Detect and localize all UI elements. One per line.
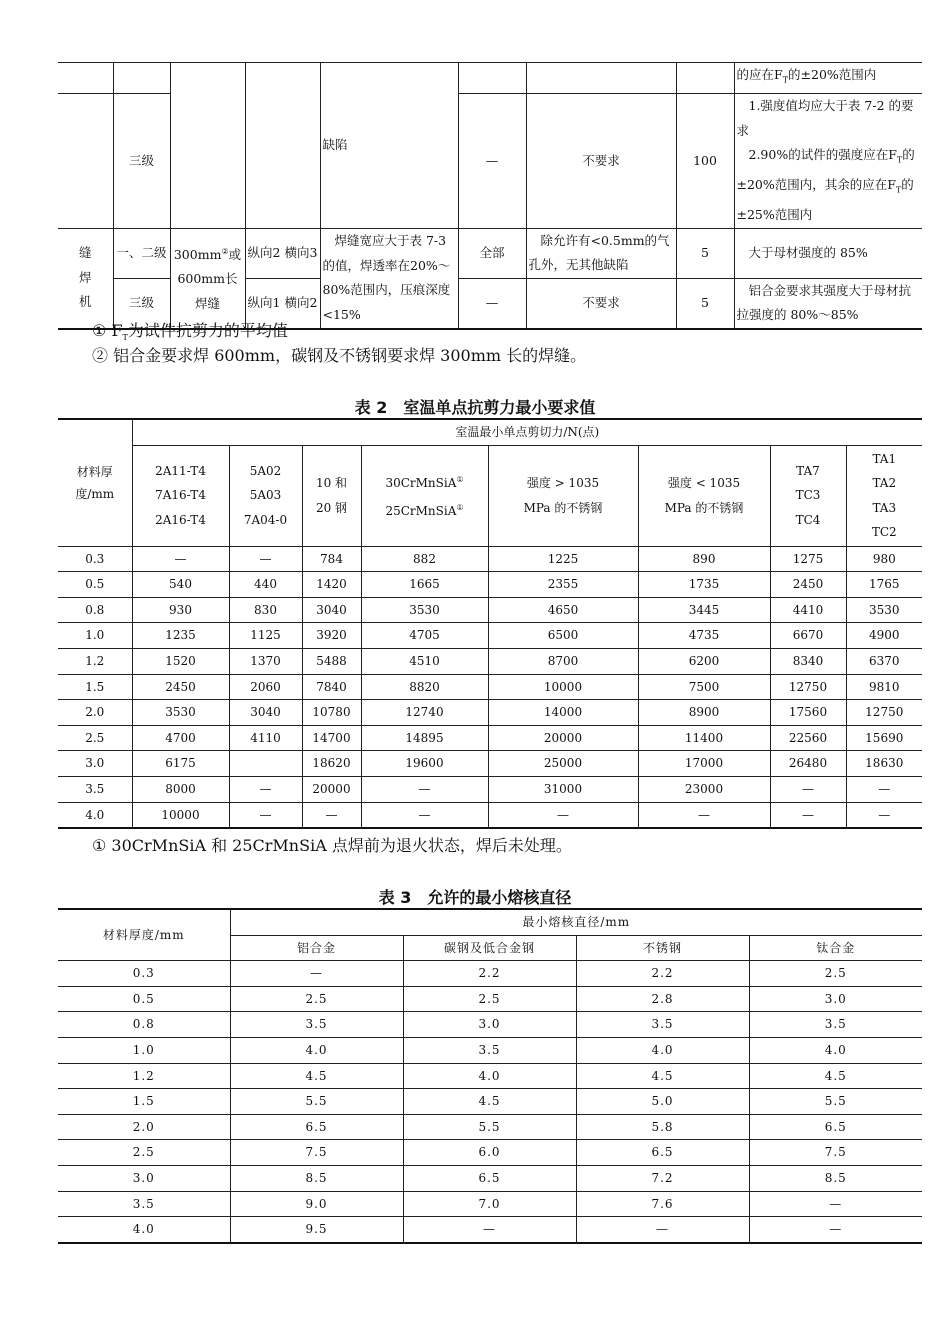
thickness-cell: 0.8 bbox=[58, 1012, 230, 1038]
value-cell: 4.5 bbox=[230, 1063, 403, 1089]
table-row bbox=[58, 725, 922, 751]
value-cell: — bbox=[361, 802, 488, 828]
column-header: 铝合金 bbox=[230, 935, 403, 961]
thickness-cell: 0.3 bbox=[58, 961, 230, 987]
table-row bbox=[58, 1063, 922, 1089]
value-cell: 5.5 bbox=[403, 1114, 576, 1140]
value-cell: 4110 bbox=[229, 725, 302, 751]
value-cell: 3920 bbox=[302, 623, 361, 649]
value-cell: 18620 bbox=[302, 751, 361, 777]
value-cell: 890 bbox=[638, 546, 770, 572]
value-cell: 6500 bbox=[488, 623, 638, 649]
value-cell: 17000 bbox=[638, 751, 770, 777]
value-cell: 4.0 bbox=[749, 1037, 922, 1063]
value-cell: 10000 bbox=[488, 674, 638, 700]
table-row bbox=[58, 1114, 922, 1140]
value-cell: 1420 bbox=[302, 572, 361, 598]
thickness-cell: 2.0 bbox=[58, 700, 132, 726]
requirement-cell: 1.强度值均应大于表 7-2 的要求 2.90%的试件的强度应在$F_T$的±20%范围内，其余的应在$F_T$的±25%范围内 bbox=[734, 94, 922, 229]
thickness-cell: 3.0 bbox=[58, 1165, 230, 1191]
table-row bbox=[58, 1012, 922, 1038]
value-cell: 17560 bbox=[770, 700, 846, 726]
value-cell: 1235 bbox=[132, 623, 229, 649]
value-cell: 11400 bbox=[638, 725, 770, 751]
value-cell: 2.5 bbox=[230, 986, 403, 1012]
thickness-cell: 0.5 bbox=[58, 572, 132, 598]
value-cell: 12740 bbox=[361, 700, 488, 726]
value-cell: 22560 bbox=[770, 725, 846, 751]
value-cell: — bbox=[770, 802, 846, 828]
value-cell: 2.2 bbox=[576, 961, 749, 987]
value-cell: — bbox=[403, 1217, 576, 1243]
thickness-cell: 1.2 bbox=[58, 1063, 230, 1089]
value-cell: 5488 bbox=[302, 648, 361, 674]
value-cell: 4900 bbox=[846, 623, 922, 649]
value-cell: 980 bbox=[846, 546, 922, 572]
value-cell: 4.0 bbox=[576, 1037, 749, 1063]
thickness-cell: 1.2 bbox=[58, 648, 132, 674]
table2-caption: 表 2 室温单点抗剪力最小要求值 bbox=[354, 398, 596, 417]
value-cell: 1520 bbox=[132, 648, 229, 674]
seam-weld-label: 缝焊机 bbox=[58, 228, 113, 329]
value-cell: 5.5 bbox=[230, 1089, 403, 1115]
value-cell: 8.5 bbox=[230, 1165, 403, 1191]
value-cell: 7.5 bbox=[749, 1140, 922, 1166]
value-cell: 18630 bbox=[846, 751, 922, 777]
table-row bbox=[58, 986, 922, 1012]
thickness-cell: 0.3 bbox=[58, 546, 132, 572]
shear-strength-table bbox=[58, 418, 922, 829]
value-cell: 1370 bbox=[229, 648, 302, 674]
value-cell: — bbox=[770, 776, 846, 802]
thickness-cell: 0.8 bbox=[58, 597, 132, 623]
value-cell: 3.0 bbox=[749, 986, 922, 1012]
value-cell: 6.5 bbox=[576, 1140, 749, 1166]
value-cell: 4510 bbox=[361, 648, 488, 674]
value-cell: 8340 bbox=[770, 648, 846, 674]
table-row bbox=[58, 546, 922, 572]
thickness-cell: 4.0 bbox=[58, 802, 132, 828]
grade-cell: 三级 bbox=[113, 94, 170, 229]
value-cell: 3530 bbox=[846, 597, 922, 623]
value-cell: 4650 bbox=[488, 597, 638, 623]
column-header: 2A11-T4 7A16-T4 2A16-T4 bbox=[132, 445, 229, 546]
value-cell: 930 bbox=[132, 597, 229, 623]
thickness-cell: 3.5 bbox=[58, 1191, 230, 1217]
value-cell: 8820 bbox=[361, 674, 488, 700]
table-row bbox=[58, 700, 922, 726]
thickness-cell: 4.0 bbox=[58, 1217, 230, 1243]
value-cell: — bbox=[846, 776, 922, 802]
requirement-cell: 的应在$F_T$的±20%范围内 bbox=[734, 63, 922, 94]
thickness-cell: 1.0 bbox=[58, 623, 132, 649]
value-cell: 1275 bbox=[770, 546, 846, 572]
value-cell: 14000 bbox=[488, 700, 638, 726]
value-cell: 23000 bbox=[638, 776, 770, 802]
value-cell: 4705 bbox=[361, 623, 488, 649]
value-cell: 2.5 bbox=[749, 961, 922, 987]
value-cell: 9810 bbox=[846, 674, 922, 700]
column-header: 强度 < 1035 MPa 的不锈钢 bbox=[638, 445, 770, 546]
value-cell: — bbox=[638, 802, 770, 828]
thickness-cell: 2.5 bbox=[58, 725, 132, 751]
value-cell: 9.0 bbox=[230, 1191, 403, 1217]
value-cell: 5.0 bbox=[576, 1089, 749, 1115]
table-row: 三级 — 不要求 100 1.强度值均应大于表 7-2 的要求 2.90%的试件的强度应在$F_T$的±20%范围内，其余的应在$F_T$的±25%范围内 bbox=[58, 94, 922, 229]
value-cell: 1125 bbox=[229, 623, 302, 649]
table-row: 缝焊机 一、二级 300mm②或600mm长焊缝 纵向2 横向3 焊缝宽应大于表 7-3 的值，焊透率在20%～80%范围内，压痕深度<15% 全部 除允许有<0.5mm的气孔外，无其他缺陷 5 大于母材强度的 85% bbox=[58, 228, 922, 278]
thickness-cell: 1.0 bbox=[58, 1037, 230, 1063]
value-cell: 8.5 bbox=[749, 1165, 922, 1191]
thickness-cell: 0.5 bbox=[58, 986, 230, 1012]
value-cell: 3.5 bbox=[749, 1012, 922, 1038]
value-cell: — bbox=[302, 802, 361, 828]
value-cell: 3.0 bbox=[403, 1012, 576, 1038]
table3-caption: 表 3 允许的最小熔核直径 bbox=[378, 888, 572, 907]
column-header: 碳钢及低合金钢 bbox=[403, 935, 576, 961]
thickness-cell: 3.5 bbox=[58, 776, 132, 802]
value-cell: 3530 bbox=[132, 700, 229, 726]
table-row bbox=[58, 648, 922, 674]
value-cell bbox=[229, 751, 302, 777]
column-header: 钛合金 bbox=[749, 935, 922, 961]
table-row bbox=[58, 1140, 922, 1166]
footnote-1: ① $F_T$为试件抗剪力的平均值 bbox=[92, 321, 288, 343]
value-cell: 10000 bbox=[132, 802, 229, 828]
value-cell: — bbox=[229, 802, 302, 828]
value-cell: 4735 bbox=[638, 623, 770, 649]
defect-cell: 缺陷 bbox=[320, 63, 458, 229]
table-header-row bbox=[58, 445, 922, 546]
value-cell: — bbox=[749, 1217, 922, 1243]
thickness-cell: 3.0 bbox=[58, 751, 132, 777]
column-header: TA7 TC3 TC4 bbox=[770, 445, 846, 546]
value-cell: 6200 bbox=[638, 648, 770, 674]
value-cell: 9.5 bbox=[230, 1217, 403, 1243]
value-cell: 8700 bbox=[488, 648, 638, 674]
value-cell: 2.5 bbox=[403, 986, 576, 1012]
value-cell: 26480 bbox=[770, 751, 846, 777]
value-cell: 5.5 bbox=[749, 1089, 922, 1115]
value-cell: 1665 bbox=[361, 572, 488, 598]
thickness-cell: 2.5 bbox=[58, 1140, 230, 1166]
value-cell: 8900 bbox=[638, 700, 770, 726]
value-cell: 10780 bbox=[302, 700, 361, 726]
value-cell: 25000 bbox=[488, 751, 638, 777]
column-header: 强度 > 1035 MPa 的不锈钢 bbox=[488, 445, 638, 546]
value-cell: 3.5 bbox=[403, 1037, 576, 1063]
value-cell: — bbox=[132, 546, 229, 572]
inspection-table bbox=[58, 62, 922, 330]
table-row bbox=[58, 623, 922, 649]
value-cell: 4700 bbox=[132, 725, 229, 751]
value-cell: — bbox=[229, 546, 302, 572]
value-cell: — bbox=[229, 776, 302, 802]
value-cell: 6.0 bbox=[403, 1140, 576, 1166]
value-cell: 2450 bbox=[132, 674, 229, 700]
value-cell: 19600 bbox=[361, 751, 488, 777]
value-cell: 6.5 bbox=[403, 1165, 576, 1191]
table-row bbox=[58, 751, 922, 777]
value-cell: 14895 bbox=[361, 725, 488, 751]
value-cell: 7500 bbox=[638, 674, 770, 700]
value-cell: 20000 bbox=[302, 776, 361, 802]
value-cell: 2.8 bbox=[576, 986, 749, 1012]
value-cell: 12750 bbox=[770, 674, 846, 700]
table-row bbox=[58, 572, 922, 598]
value-cell: 3.5 bbox=[230, 1012, 403, 1038]
value-cell: 6.5 bbox=[230, 1114, 403, 1140]
value-cell: 2450 bbox=[770, 572, 846, 598]
column-header: 10 和 20 钢 bbox=[302, 445, 361, 546]
table-row bbox=[58, 802, 922, 828]
value-cell: 440 bbox=[229, 572, 302, 598]
value-cell: 14700 bbox=[302, 725, 361, 751]
column-header: 5A02 5A03 7A04-0 bbox=[229, 445, 302, 546]
value-cell: 4.5 bbox=[403, 1089, 576, 1115]
table-row bbox=[58, 674, 922, 700]
value-cell: 6175 bbox=[132, 751, 229, 777]
column-header: 30CrMnSiA① 25CrMnSiA① bbox=[361, 445, 488, 546]
thickness-cell: 1.5 bbox=[58, 674, 132, 700]
nugget-diameter-table bbox=[58, 908, 922, 1244]
table-row bbox=[58, 1217, 922, 1243]
table-row bbox=[58, 1191, 922, 1217]
value-cell: 1765 bbox=[846, 572, 922, 598]
value-cell: 31000 bbox=[488, 776, 638, 802]
value-cell: 7.5 bbox=[230, 1140, 403, 1166]
value-cell: 4.5 bbox=[576, 1063, 749, 1089]
value-cell: — bbox=[230, 961, 403, 987]
value-cell: 2060 bbox=[229, 674, 302, 700]
value-cell: 5.8 bbox=[576, 1114, 749, 1140]
value-cell: 4.5 bbox=[749, 1063, 922, 1089]
value-cell: 784 bbox=[302, 546, 361, 572]
value-cell: 6370 bbox=[846, 648, 922, 674]
column-header: 不锈钢 bbox=[576, 935, 749, 961]
value-cell: 7840 bbox=[302, 674, 361, 700]
table-row bbox=[58, 597, 922, 623]
table-row bbox=[58, 1165, 922, 1191]
value-cell: — bbox=[488, 802, 638, 828]
value-cell: 3530 bbox=[361, 597, 488, 623]
table2-footnote: ① 30CrMnSiA 和 25CrMnSiA 点焊前为退火状态，焊后未处理。 bbox=[92, 836, 572, 855]
value-cell: 6.5 bbox=[749, 1114, 922, 1140]
value-cell: 3445 bbox=[638, 597, 770, 623]
value-cell: 7.6 bbox=[576, 1191, 749, 1217]
value-cell: 8000 bbox=[132, 776, 229, 802]
value-cell: — bbox=[749, 1191, 922, 1217]
table-header-row: 材料厚度/mm 室温最小单点剪切力/N(点) bbox=[58, 419, 922, 445]
value-cell: 2.2 bbox=[403, 961, 576, 987]
table-row bbox=[58, 776, 922, 802]
table-header-row: 材料厚度/mm 最小熔核直径/mm bbox=[58, 909, 922, 935]
column-header: TA1 TA2 TA3 TC2 bbox=[846, 445, 922, 546]
table-row bbox=[58, 1037, 922, 1063]
value-cell: 4.0 bbox=[403, 1063, 576, 1089]
table-row bbox=[58, 63, 922, 94]
value-cell: 15690 bbox=[846, 725, 922, 751]
value-cell: 3.5 bbox=[576, 1012, 749, 1038]
table-row bbox=[58, 1089, 922, 1115]
value-cell: 2355 bbox=[488, 572, 638, 598]
thickness-cell: 1.5 bbox=[58, 1089, 230, 1115]
table-row: 三级 纵向1 横向2 — 不要求 5 铝合金要求其强度大于母材抗拉强度的 80%～85% bbox=[58, 278, 922, 329]
value-cell: 4410 bbox=[770, 597, 846, 623]
value-cell: 830 bbox=[229, 597, 302, 623]
value-cell: 12750 bbox=[846, 700, 922, 726]
value-cell: 1735 bbox=[638, 572, 770, 598]
thickness-cell: 2.0 bbox=[58, 1114, 230, 1140]
table-row bbox=[58, 961, 922, 987]
value-cell: 540 bbox=[132, 572, 229, 598]
value-cell: 3040 bbox=[229, 700, 302, 726]
value-cell: — bbox=[846, 802, 922, 828]
value-cell: 3040 bbox=[302, 597, 361, 623]
value-cell: 4.0 bbox=[230, 1037, 403, 1063]
value-cell: — bbox=[576, 1217, 749, 1243]
value-cell: 7.2 bbox=[576, 1165, 749, 1191]
footnote-2: ② 铝合金要求焊 600mm，碳钢及不锈钢要求焊 300mm 长的焊缝。 bbox=[92, 346, 587, 365]
value-cell: 20000 bbox=[488, 725, 638, 751]
value-cell: 1225 bbox=[488, 546, 638, 572]
value-cell: 7.0 bbox=[403, 1191, 576, 1217]
value-cell: 6670 bbox=[770, 623, 846, 649]
value-cell: 882 bbox=[361, 546, 488, 572]
value-cell: — bbox=[361, 776, 488, 802]
